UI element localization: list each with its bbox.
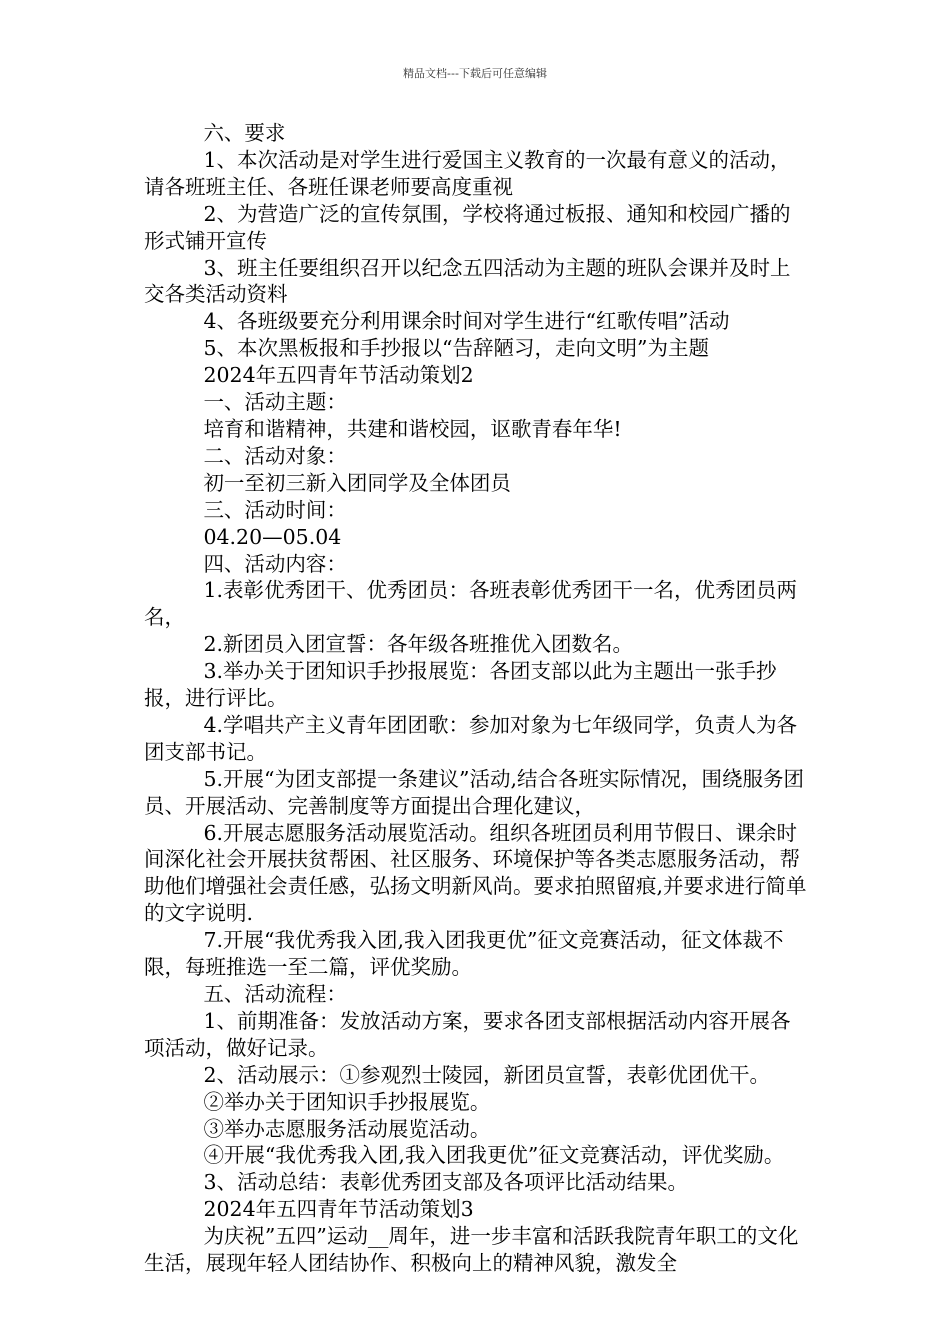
plan-title: 2024年五四青年节活动策划2 bbox=[203, 363, 474, 388]
section-heading: 四、活动内容： bbox=[203, 551, 347, 576]
section-heading: 一、活动主题： bbox=[203, 390, 347, 415]
section-heading: 二、活动对象： bbox=[203, 443, 347, 468]
section-heading: 五、活动流程： bbox=[203, 982, 347, 1006]
paragraph: 04.20—05.04 bbox=[203, 524, 342, 549]
plan-title: 2024年五四青年节活动策划3 bbox=[203, 1197, 474, 1222]
paragraph: 7.开展“我优秀我入团,我入团我更优”征文竞赛活动，征文体裁不限，每班推选一至二篇，评优奖励。 bbox=[144, 928, 784, 980]
paragraph: 2、为营造广泛的宣传氛围，学校将通过板报、通知和校园广播的形式铺开宣传 bbox=[144, 201, 791, 253]
paragraph: 3、班主任要组织召开以纪念五四活动为主题的班队会课并及时上交各类活动资料 bbox=[144, 255, 791, 307]
paragraph: 培育和谐精神，共建和谐校园，讴歌青春年华! bbox=[203, 416, 622, 441]
paragraph: 5.开展“为团支部提一条建议”活动,结合各班实际情况，围绕服务团员、开展活动、完善制度等方面提出合理化建议， bbox=[144, 766, 804, 818]
paragraph: 1、前期准备：发放活动方案，要求各团支部根据活动内容开展各项活动，做好记录。 bbox=[144, 1008, 791, 1060]
section-heading: 六、要求 bbox=[203, 121, 286, 145]
page-header-note: 精品文档---下载后可任意编辑 bbox=[403, 67, 547, 80]
paragraph: 2.新团员入团宣誓：各年级各班推优入团数名。 bbox=[203, 632, 633, 657]
section-heading: 三、活动时间： bbox=[203, 497, 347, 522]
paragraph: ③举办志愿服务活动展览活动。 bbox=[203, 1116, 491, 1141]
paragraph: 初一至初三新入团同学及全体团员 bbox=[203, 470, 511, 495]
paragraph: 3、活动总结：表彰优秀团支部及各项评比活动结果。 bbox=[203, 1170, 688, 1195]
paragraph: 3.举办关于团知识手抄报展览：各团支部以此为主题出一张手抄报，进行评比。 bbox=[144, 659, 777, 711]
paragraph: ④开展“我优秀我入团,我入团我更优”征文竞赛活动，评优奖励。 bbox=[203, 1143, 785, 1168]
document-body bbox=[144, 120, 810, 1277]
paragraph: 1、本次活动是对学生进行爱国主义教育的一次最有意义的活动，请各班班主任、各班任课老师要高度重视 bbox=[144, 147, 791, 199]
paragraph: 为庆祝”五四”运动__周年，进一步丰富和活跃我院青年职工的文化生活，展现年轻人团结协作、积极向上的精神风貌，激发全 bbox=[144, 1224, 799, 1276]
paragraph: 1.表彰优秀团干、优秀团员：各班表彰优秀团干一名，优秀团员两名， bbox=[144, 578, 797, 630]
paragraph: 5、本次黑板报和手抄报以“告辞陋习，走向文明”为主题 bbox=[203, 336, 709, 361]
paragraph: 6.开展志愿服务活动展览活动。组织各班团员利用节假日、课余时间深化社会开展扶贫帮困、社区服务、环境保护等各类志愿服务活动，帮助他们增强社会责任感，弘扬文明新风尚。要求拍照留痕,并要求进行简单的文字说明. bbox=[144, 820, 807, 926]
paragraph: 2、活动展示：①参观烈士陵园，新团员宣誓，表彰优团优干。 bbox=[203, 1062, 770, 1087]
paragraph: 4、各班级要充分利用课余时间对学生进行“红歌传唱”活动 bbox=[203, 309, 730, 334]
paragraph: ②举办关于团知识手抄报展览。 bbox=[203, 1089, 491, 1114]
paragraph: 4.学唱共产主义青年团团歌：参加对象为七年级同学，负责人为各团支部书记。 bbox=[144, 712, 797, 764]
